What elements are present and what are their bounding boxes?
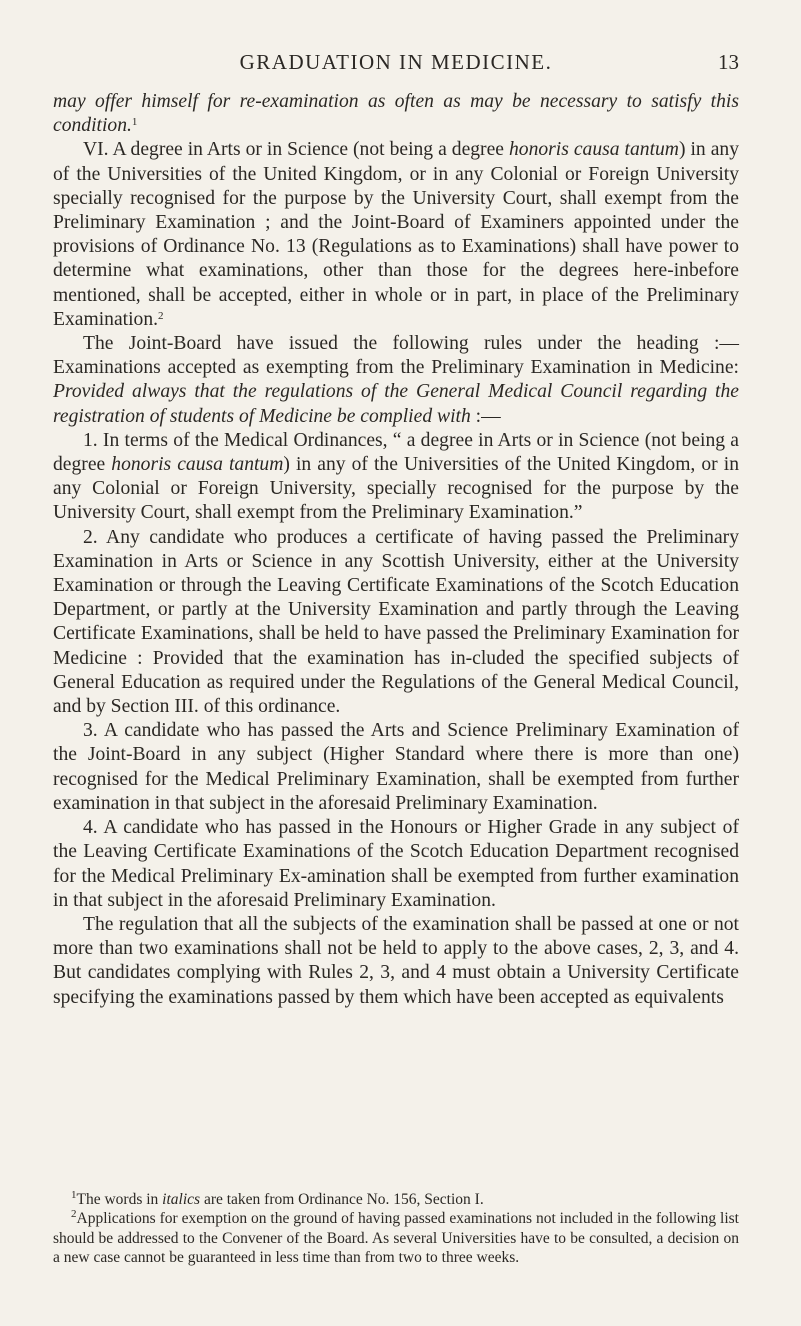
rule-1 (53, 429, 739, 526)
rules-intro-text-a: The Joint-Board have issued the following rules under the heading :— Examinations accepted as exempting from the Preliminary Examination in Medicine: (53, 333, 739, 379)
continuation-paragraph (53, 90, 739, 138)
rule-1-text-a: 1. In terms of the Medical Ordinances, “ a degree in Arts or in Science (not being a degree (53, 429, 739, 476)
section-vi-text-b: ) in any of the Universities of the United Kingdom, or in any Colonial or Foreign University specially recognised for the purpose by the University Court, shall exempt from the Preliminary Examination ; and the Joint-Board of Examiners appointed under the provisions of Ordinance No. 13 (Regulations as to Examinations) shall have power to determine what examinations, other than those for the degrees here-inbefore mentioned, shall be accepted, either in whole or in part, in place of the Preliminary Examination. (53, 139, 739, 330)
footnote-1-text-b: are taken from Ordinance No. 156, Section I. (200, 1191, 484, 1208)
rules-intro-paragraph (53, 332, 739, 429)
footnote-ref-2: 2 (158, 309, 164, 322)
section-vi-italic: honoris causa tantum (508, 139, 679, 161)
rule-1-text-b: ) in any of the Universities of the United Kingdom, or in any Colonial or Foreign University, specially recognised for the purpose by the University Court, shall exempt from the Preliminary Examination.” (53, 454, 739, 524)
section-vi-paragraph (53, 138, 739, 332)
page-number: 13 (718, 50, 739, 74)
rules-intro-italic: Provided always that the regulations of the General Medical Council regarding the registration of students of Medicine be complied with (53, 381, 739, 427)
footnote-2-text: Applications for exemption on the ground of having passed examinations not included in the following list should be addressed to the Convener of the Board. As several Universities have to be consulted, a decision on a new case cannot be guaranteed in less time than from two to three weeks. (53, 1210, 739, 1267)
footnote-1 (53, 1190, 739, 1209)
footnote-1-mark: 1 (71, 1189, 77, 1201)
footnote-2 (53, 1209, 739, 1267)
running-head (53, 50, 739, 82)
footnotes (53, 1190, 739, 1268)
section-vi-text-a: VI. A degree in Arts or in Science (not being a degree (83, 139, 509, 161)
footnote-2-mark: 2 (71, 1208, 77, 1221)
rule-3: 3. A candidate who has passed the Arts and Science Preliminary Examination of the Joint-Board in any subject (Higher Standard where there is more than one) recognised for the Medical Preliminary Examination, shall be exempted from further examination in that subject in the aforesaid Preliminary Examination. (53, 720, 739, 814)
rule-1-italic: honoris causa tantum (111, 454, 284, 476)
body-text (53, 90, 739, 1010)
continuation-italic: may offer himself for re-examination as often as may be necessary to satisfy this condition. (53, 91, 739, 137)
rule-2: 2. Any candidate who produces a certificate of having passed the Preliminary Examination in Arts or Science in any Scottish University, either at the University Examination or through the Leaving Certificate Examinations of the Scotch Education Department, or partly at the University Examination and partly through the Leaving Certificate Examinations, shall be held to have passed the Preliminary Examination for Medicine : Provided that the examination has in-cluded the specified subjects of General Education as required under the Regulations of the General Medical Council, and by Section III. of this ordinance. (53, 526, 739, 718)
closing-paragraph: The regulation that all the subjects of the examination shall be passed at one or not more than two examinations shall not be held to apply to the above cases, 2, 3, and 4. But candidates complying with Rules 2, 3, and 4 must obtain a University Certificate specifying the examinations passed by them which have been accepted as equivalents (53, 913, 739, 1008)
footnote-ref-1: 1 (131, 116, 138, 129)
rule-4: 4. A candidate who has passed in the Honours or Higher Grade in any subject of the Leaving Certificate Examinations of the Scotch Education Department recognised for the Medical Preliminary Ex-amination shall be exempted from further examination in that subject in the aforesaid Preliminary Examination. (53, 817, 739, 911)
footnote-1-text-a: The words in (76, 1191, 163, 1208)
running-head-title: GRADUATION IN MEDICINE. (239, 50, 553, 74)
rules-intro-text-b: :— (470, 405, 501, 427)
footnote-1-italic: italics (162, 1191, 201, 1208)
